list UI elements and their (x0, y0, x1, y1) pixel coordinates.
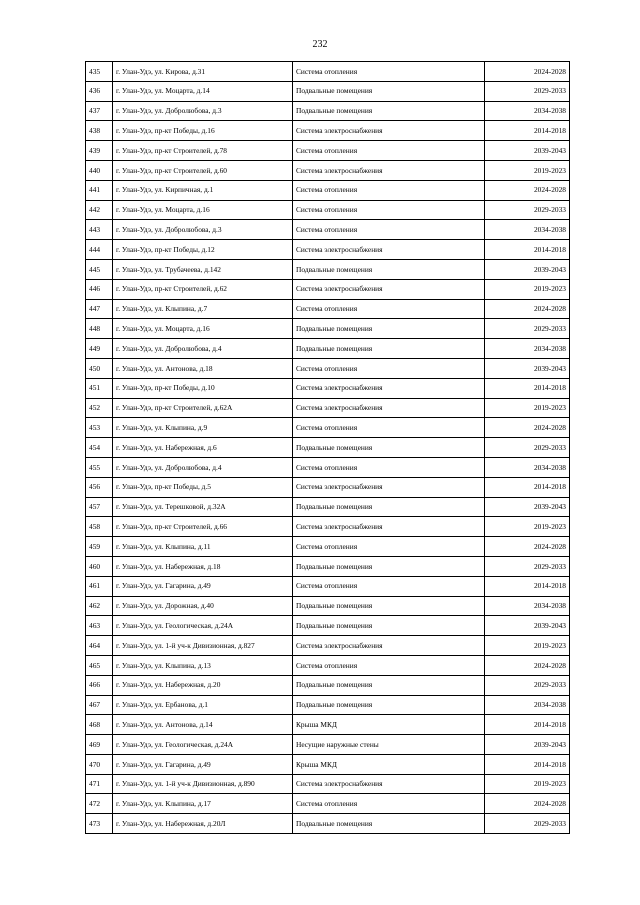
period-cell: 2029-2033 (485, 556, 570, 576)
period-cell: 2014-2018 (485, 378, 570, 398)
system-cell: Система электроснабжения (293, 378, 485, 398)
row-number-cell: 447 (86, 299, 113, 319)
system-cell: Система отопления (293, 537, 485, 557)
address-cell: г. Улан-Удэ, пр-кт Строителей, д.60 (113, 160, 293, 180)
row-number-cell: 435 (86, 62, 113, 82)
table-row (86, 497, 570, 517)
system-cell: Система электроснабжения (293, 240, 485, 260)
system-cell: Система отопления (293, 299, 485, 319)
row-number-cell: 458 (86, 517, 113, 537)
address-cell: г. Улан-Удэ, ул. Моцарта, д.14 (113, 81, 293, 101)
row-number-cell: 443 (86, 220, 113, 240)
system-cell: Система отопления (293, 457, 485, 477)
address-cell: г. Улан-Удэ, ул. Добролюбова, д.3 (113, 220, 293, 240)
table-row (86, 259, 570, 279)
table-row (86, 735, 570, 755)
row-number-cell: 444 (86, 240, 113, 260)
system-cell: Подвальные помещения (293, 497, 485, 517)
row-number-cell: 452 (86, 398, 113, 418)
address-cell: г. Улан-Удэ, пр-кт Победы, д.16 (113, 121, 293, 141)
table-row (86, 537, 570, 557)
row-number-cell: 457 (86, 497, 113, 517)
period-cell: 2029-2033 (485, 438, 570, 458)
system-cell: Подвальные помещения (293, 556, 485, 576)
address-cell: г. Улан-Удэ, ул. Клыпина, д.13 (113, 655, 293, 675)
row-number-cell: 451 (86, 378, 113, 398)
period-cell: 2019-2023 (485, 160, 570, 180)
table-row (86, 616, 570, 636)
system-cell: Подвальные помещения (293, 616, 485, 636)
system-cell: Система отопления (293, 576, 485, 596)
period-cell: 2014-2018 (485, 121, 570, 141)
system-cell: Подвальные помещения (293, 675, 485, 695)
period-cell: 2039-2043 (485, 141, 570, 161)
row-number-cell: 448 (86, 319, 113, 339)
period-cell: 2024-2028 (485, 418, 570, 438)
system-cell: Система отопления (293, 180, 485, 200)
system-cell: Подвальные помещения (293, 695, 485, 715)
address-cell: г. Улан-Удэ, ул. Антонова, д.14 (113, 715, 293, 735)
table-row (86, 62, 570, 82)
period-cell: 2024-2028 (485, 299, 570, 319)
table-row (86, 675, 570, 695)
period-cell: 2039-2043 (485, 735, 570, 755)
address-cell: г. Улан-Удэ, ул. Клыпина, д.7 (113, 299, 293, 319)
system-cell: Система отопления (293, 62, 485, 82)
period-cell: 2034-2038 (485, 101, 570, 121)
row-number-cell: 466 (86, 675, 113, 695)
period-cell: 2014-2018 (485, 576, 570, 596)
period-cell: 2024-2028 (485, 62, 570, 82)
period-cell: 2029-2033 (485, 200, 570, 220)
period-cell: 2014-2018 (485, 715, 570, 735)
address-cell: г. Улан-Удэ, ул. Набережная, д.6 (113, 438, 293, 458)
system-cell: Система электроснабжения (293, 636, 485, 656)
system-cell: Система электроснабжения (293, 517, 485, 537)
system-cell: Система электроснабжения (293, 121, 485, 141)
table-row (86, 754, 570, 774)
row-number-cell: 445 (86, 259, 113, 279)
address-cell: г. Улан-Удэ, ул. Дорожная, д.40 (113, 596, 293, 616)
period-cell: 2039-2043 (485, 497, 570, 517)
period-cell: 2024-2028 (485, 180, 570, 200)
address-cell: г. Улан-Удэ, ул. Набережная, д.20 (113, 675, 293, 695)
address-cell: г. Улан-Удэ, ул. Кирпичная, д.1 (113, 180, 293, 200)
table-row (86, 279, 570, 299)
table-row (86, 339, 570, 359)
address-cell: г. Улан-Удэ, ул. 1-й уч-к Дивизионная, д.827 (113, 636, 293, 656)
period-cell: 2024-2028 (485, 655, 570, 675)
address-cell: г. Улан-Удэ, ул. Антонова, д.18 (113, 358, 293, 378)
address-cell: г. Улан-Удэ, ул. Трубачеева, д.142 (113, 259, 293, 279)
address-cell: г. Улан-Удэ, ул. Гагарина, д.49 (113, 754, 293, 774)
row-number-cell: 439 (86, 141, 113, 161)
period-cell: 2034-2038 (485, 457, 570, 477)
system-cell: Система отопления (293, 141, 485, 161)
table-row (86, 220, 570, 240)
system-cell: Подвальные помещения (293, 438, 485, 458)
address-cell: г. Улан-Удэ, ул. Кирова, д.31 (113, 62, 293, 82)
row-number-cell: 465 (86, 655, 113, 675)
table-row (86, 398, 570, 418)
address-cell: г. Улан-Удэ, ул. Моцарта, д.16 (113, 319, 293, 339)
registry-table (85, 61, 570, 834)
table-row (86, 814, 570, 834)
table-row (86, 457, 570, 477)
period-cell: 2024-2028 (485, 794, 570, 814)
period-cell: 2039-2043 (485, 616, 570, 636)
row-number-cell: 438 (86, 121, 113, 141)
table-row (86, 319, 570, 339)
address-cell: г. Улан-Удэ, ул. Добролюбова, д.4 (113, 339, 293, 359)
row-number-cell: 436 (86, 81, 113, 101)
row-number-cell: 442 (86, 200, 113, 220)
system-cell: Подвальные помещения (293, 259, 485, 279)
address-cell: г. Улан-Удэ, ул. Набережная, д.18 (113, 556, 293, 576)
row-number-cell: 473 (86, 814, 113, 834)
period-cell: 2034-2038 (485, 220, 570, 240)
row-number-cell: 455 (86, 457, 113, 477)
address-cell: г. Улан-Удэ, ул. Добролюбова, д.3 (113, 101, 293, 121)
system-cell: Система отопления (293, 794, 485, 814)
system-cell: Система отопления (293, 200, 485, 220)
system-cell: Система электроснабжения (293, 160, 485, 180)
row-number-cell: 471 (86, 774, 113, 794)
address-cell: г. Улан-Удэ, пр-кт Победы, д.10 (113, 378, 293, 398)
table-row (86, 517, 570, 537)
table-row (86, 695, 570, 715)
table-row (86, 636, 570, 656)
row-number-cell: 454 (86, 438, 113, 458)
row-number-cell: 468 (86, 715, 113, 735)
system-cell: Подвальные помещения (293, 101, 485, 121)
row-number-cell: 450 (86, 358, 113, 378)
period-cell: 2039-2043 (485, 358, 570, 378)
system-cell: Подвальные помещения (293, 81, 485, 101)
address-cell: г. Улан-Удэ, пр-кт Победы, д.12 (113, 240, 293, 260)
row-number-cell: 469 (86, 735, 113, 755)
address-cell: г. Улан-Удэ, пр-кт Строителей, д.62А (113, 398, 293, 418)
period-cell: 2034-2038 (485, 695, 570, 715)
address-cell: г. Улан-Удэ, ул. Добролюбова, д.4 (113, 457, 293, 477)
registry-table-body (86, 62, 570, 834)
address-cell: г. Улан-Удэ, ул. Геологическая, д.24А (113, 616, 293, 636)
row-number-cell: 449 (86, 339, 113, 359)
table-row (86, 101, 570, 121)
row-number-cell: 472 (86, 794, 113, 814)
row-number-cell: 453 (86, 418, 113, 438)
system-cell: Система отопления (293, 418, 485, 438)
table-row (86, 141, 570, 161)
system-cell: Подвальные помещения (293, 596, 485, 616)
row-number-cell: 461 (86, 576, 113, 596)
system-cell: Система электроснабжения (293, 477, 485, 497)
period-cell: 2029-2033 (485, 81, 570, 101)
period-cell: 2019-2023 (485, 636, 570, 656)
system-cell: Система отопления (293, 655, 485, 675)
address-cell: г. Улан-Удэ, ул. Гагарина, д.49 (113, 576, 293, 596)
address-cell: г. Улан-Удэ, ул. Клыпина, д.17 (113, 794, 293, 814)
table-row (86, 774, 570, 794)
period-cell: 2014-2018 (485, 477, 570, 497)
period-cell: 2029-2033 (485, 814, 570, 834)
period-cell: 2019-2023 (485, 517, 570, 537)
row-number-cell: 464 (86, 636, 113, 656)
address-cell: г. Улан-Удэ, ул. Моцарта, д.16 (113, 200, 293, 220)
table-row (86, 240, 570, 260)
row-number-cell: 467 (86, 695, 113, 715)
address-cell: г. Улан-Удэ, ул. Клыпина, д.11 (113, 537, 293, 557)
table-row (86, 477, 570, 497)
row-number-cell: 459 (86, 537, 113, 557)
row-number-cell: 460 (86, 556, 113, 576)
period-cell: 2029-2033 (485, 675, 570, 695)
table-row (86, 655, 570, 675)
table-row (86, 180, 570, 200)
period-cell: 2014-2018 (485, 240, 570, 260)
row-number-cell: 446 (86, 279, 113, 299)
table-row (86, 160, 570, 180)
row-number-cell: 456 (86, 477, 113, 497)
page-number: 232 (312, 39, 328, 50)
period-cell: 2019-2023 (485, 774, 570, 794)
address-cell: г. Улан-Удэ, пр-кт Строителей, д.78 (113, 141, 293, 161)
table-row (86, 576, 570, 596)
system-cell: Подвальные помещения (293, 339, 485, 359)
table-row (86, 121, 570, 141)
period-cell: 2034-2038 (485, 339, 570, 359)
table-row (86, 81, 570, 101)
address-cell: г. Улан-Удэ, пр-кт Победы, д.5 (113, 477, 293, 497)
period-cell: 2019-2023 (485, 398, 570, 418)
table-row (86, 438, 570, 458)
table-row (86, 596, 570, 616)
period-cell: 2039-2043 (485, 259, 570, 279)
system-cell: Несущие наружные стены (293, 735, 485, 755)
system-cell: Подвальные помещения (293, 814, 485, 834)
table-row (86, 715, 570, 735)
period-cell: 2019-2023 (485, 279, 570, 299)
address-cell: г. Улан-Удэ, ул. Набережная, д.20Л (113, 814, 293, 834)
table-row (86, 200, 570, 220)
table-row (86, 358, 570, 378)
table-row (86, 556, 570, 576)
row-number-cell: 441 (86, 180, 113, 200)
period-cell: 2034-2038 (485, 596, 570, 616)
table-row (86, 418, 570, 438)
system-cell: Система отопления (293, 220, 485, 240)
table-row (86, 299, 570, 319)
system-cell: Подвальные помещения (293, 319, 485, 339)
row-number-cell: 463 (86, 616, 113, 636)
period-cell: 2024-2028 (485, 537, 570, 557)
address-cell: г. Улан-Удэ, ул. Клыпина, д.9 (113, 418, 293, 438)
address-cell: г. Улан-Удэ, ул. Ербанова, д.1 (113, 695, 293, 715)
address-cell: г. Улан-Удэ, ул. 1-й уч-к Дивизионная, д.890 (113, 774, 293, 794)
period-cell: 2014-2018 (485, 754, 570, 774)
address-cell: г. Улан-Удэ, ул. Геологическая, д.24А (113, 735, 293, 755)
address-cell: г. Улан-Удэ, пр-кт Строителей, д.66 (113, 517, 293, 537)
row-number-cell: 470 (86, 754, 113, 774)
address-cell: г. Улан-Удэ, ул. Терешковой, д.32А (113, 497, 293, 517)
table-row (86, 378, 570, 398)
row-number-cell: 462 (86, 596, 113, 616)
table-row (86, 794, 570, 814)
system-cell: Система отопления (293, 358, 485, 378)
row-number-cell: 440 (86, 160, 113, 180)
system-cell: Система электроснабжения (293, 774, 485, 794)
address-cell: г. Улан-Удэ, пр-кт Строителей, д.62 (113, 279, 293, 299)
period-cell: 2029-2033 (485, 319, 570, 339)
system-cell: Система электроснабжения (293, 279, 485, 299)
system-cell: Крыша МКД (293, 754, 485, 774)
system-cell: Крыша МКД (293, 715, 485, 735)
system-cell: Система электроснабжения (293, 398, 485, 418)
row-number-cell: 437 (86, 101, 113, 121)
